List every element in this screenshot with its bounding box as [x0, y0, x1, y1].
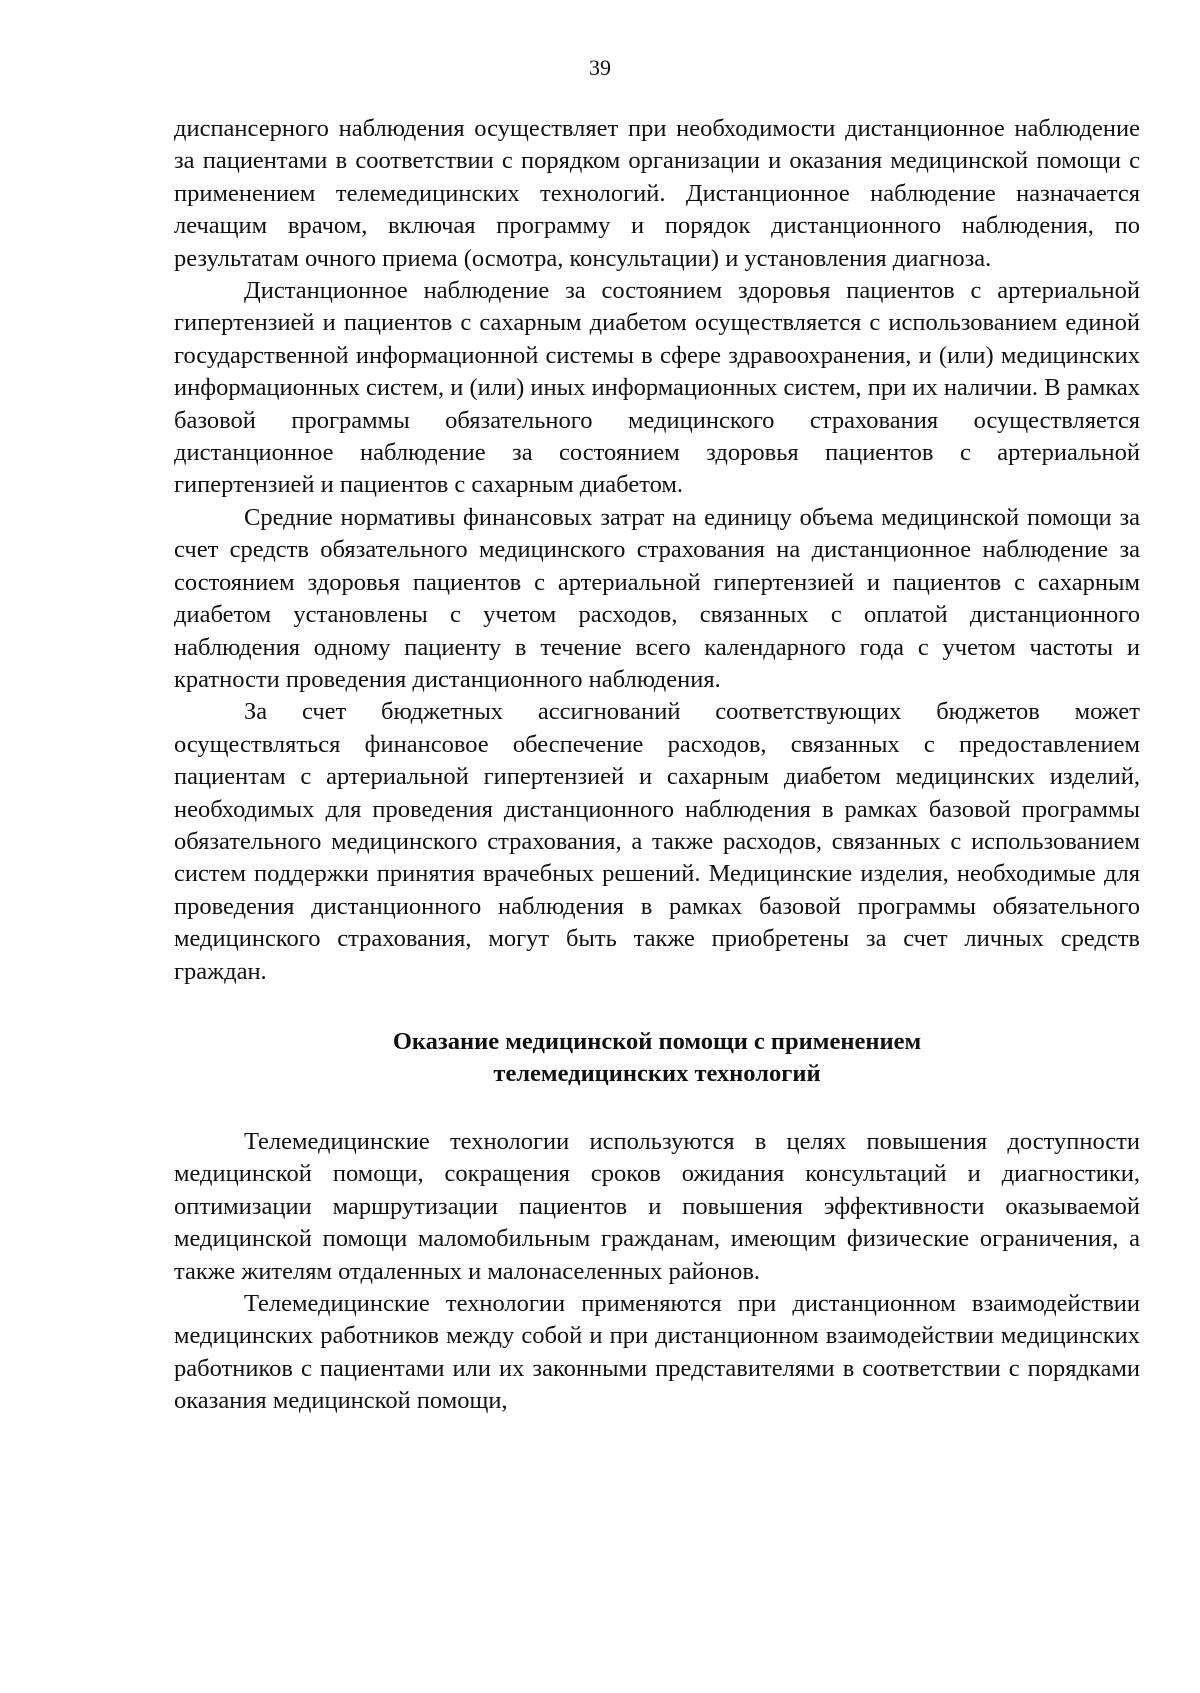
- paragraph-remote-monitoring-systems: Дистанционное наблюдение за состоянием здоровья пациентов с артериальной гипертензией и пациентов с сахарным диабетом осуществляется с использованием единой государственной информационной системы в сфере здравоохранения, и (или) медицинских информационных систем, и (или) иных информационных систем, при их наличии. В рамках базовой программы обязательного медицинского страхования осуществляется дистанционное наблюдение за состоянием здоровья пациентов с артериальной гипертензией и пациентов с сахарным диабетом.: [174, 277, 1140, 499]
- paragraph-financial-norms: Средние нормативы финансовых затрат на единицу объема медицинской помощи за счет средств обязательного медицинского страхования на дистанционное наблюдение за состоянием здоровья пациентов с артериальной гипертензией и пациентов с сахарным диабетом установлены с учетом расходов, связанных с оплатой дистанционного наблюдения одному пациенту в течение всего календарного года с учетом частоты и кратности проведения дистанционного наблюдения.: [174, 503, 1140, 693]
- paragraph-continuation: диспансерного наблюдения осуществляет при необходимости дистанционное наблюдение за пациентами в соответствии с порядком организации и оказания медицинской помощи с применением телемедицинских технологий. Дистанционное наблюдение назначается лечащим врачом, включая программу и порядок дистанционного наблюдения, по результатам очного приема (осмотра, консультации) и установления диагноза.: [174, 115, 1140, 272]
- paragraph-budget-funding: За счет бюджетных ассигнований соответствующих бюджетов может осуществляться финансовое обеспечение расходов, связанных с предоставлением пациентам с артериальной гипертензией и сахарным диабетом медицинских изделий, необходимых для проведения дистанционного наблюдения в рамках базовой программы обязательного медицинского страхования, а также расходов, связанных с использованием систем поддержки принятия врачебных решений. Медицинские изделия, необходимые для проведения дистанционного наблюдения в рамках базовой программы обязательного медицинского страхования, могут быть также приобретены за счет личных средств граждан.: [174, 698, 1140, 985]
- section-heading-line-2: телемедицинских технологий: [493, 1059, 821, 1087]
- paragraph-telemedicine-application: Телемедицинские технологии применяются при дистанционном взаимодействии медицинских работников между собой и при дистанционном взаимодействии медицинских работников с пациентами или их законными представителями в соответствии с порядками оказания медицинской помощи,: [174, 1290, 1140, 1415]
- page-number: 39: [589, 55, 611, 80]
- document-body: [174, 113, 1140, 1418]
- paragraph-telemedicine-purpose: Телемедицинские технологии используются в целях повышения доступности медицинской помощи, сокращения сроков ожидания консультаций и диагностики, оптимизации маршрутизации пациентов и повышения эффективности оказываемой медицинской помощи маломобильным гражданам, имеющим физические ограничения, а также жителям отдаленных и малонаселенных районов.: [174, 1127, 1140, 1285]
- section-heading: [174, 1026, 1140, 1090]
- section-heading-line-1: Оказание медицинской помощи с применением: [392, 1027, 922, 1055]
